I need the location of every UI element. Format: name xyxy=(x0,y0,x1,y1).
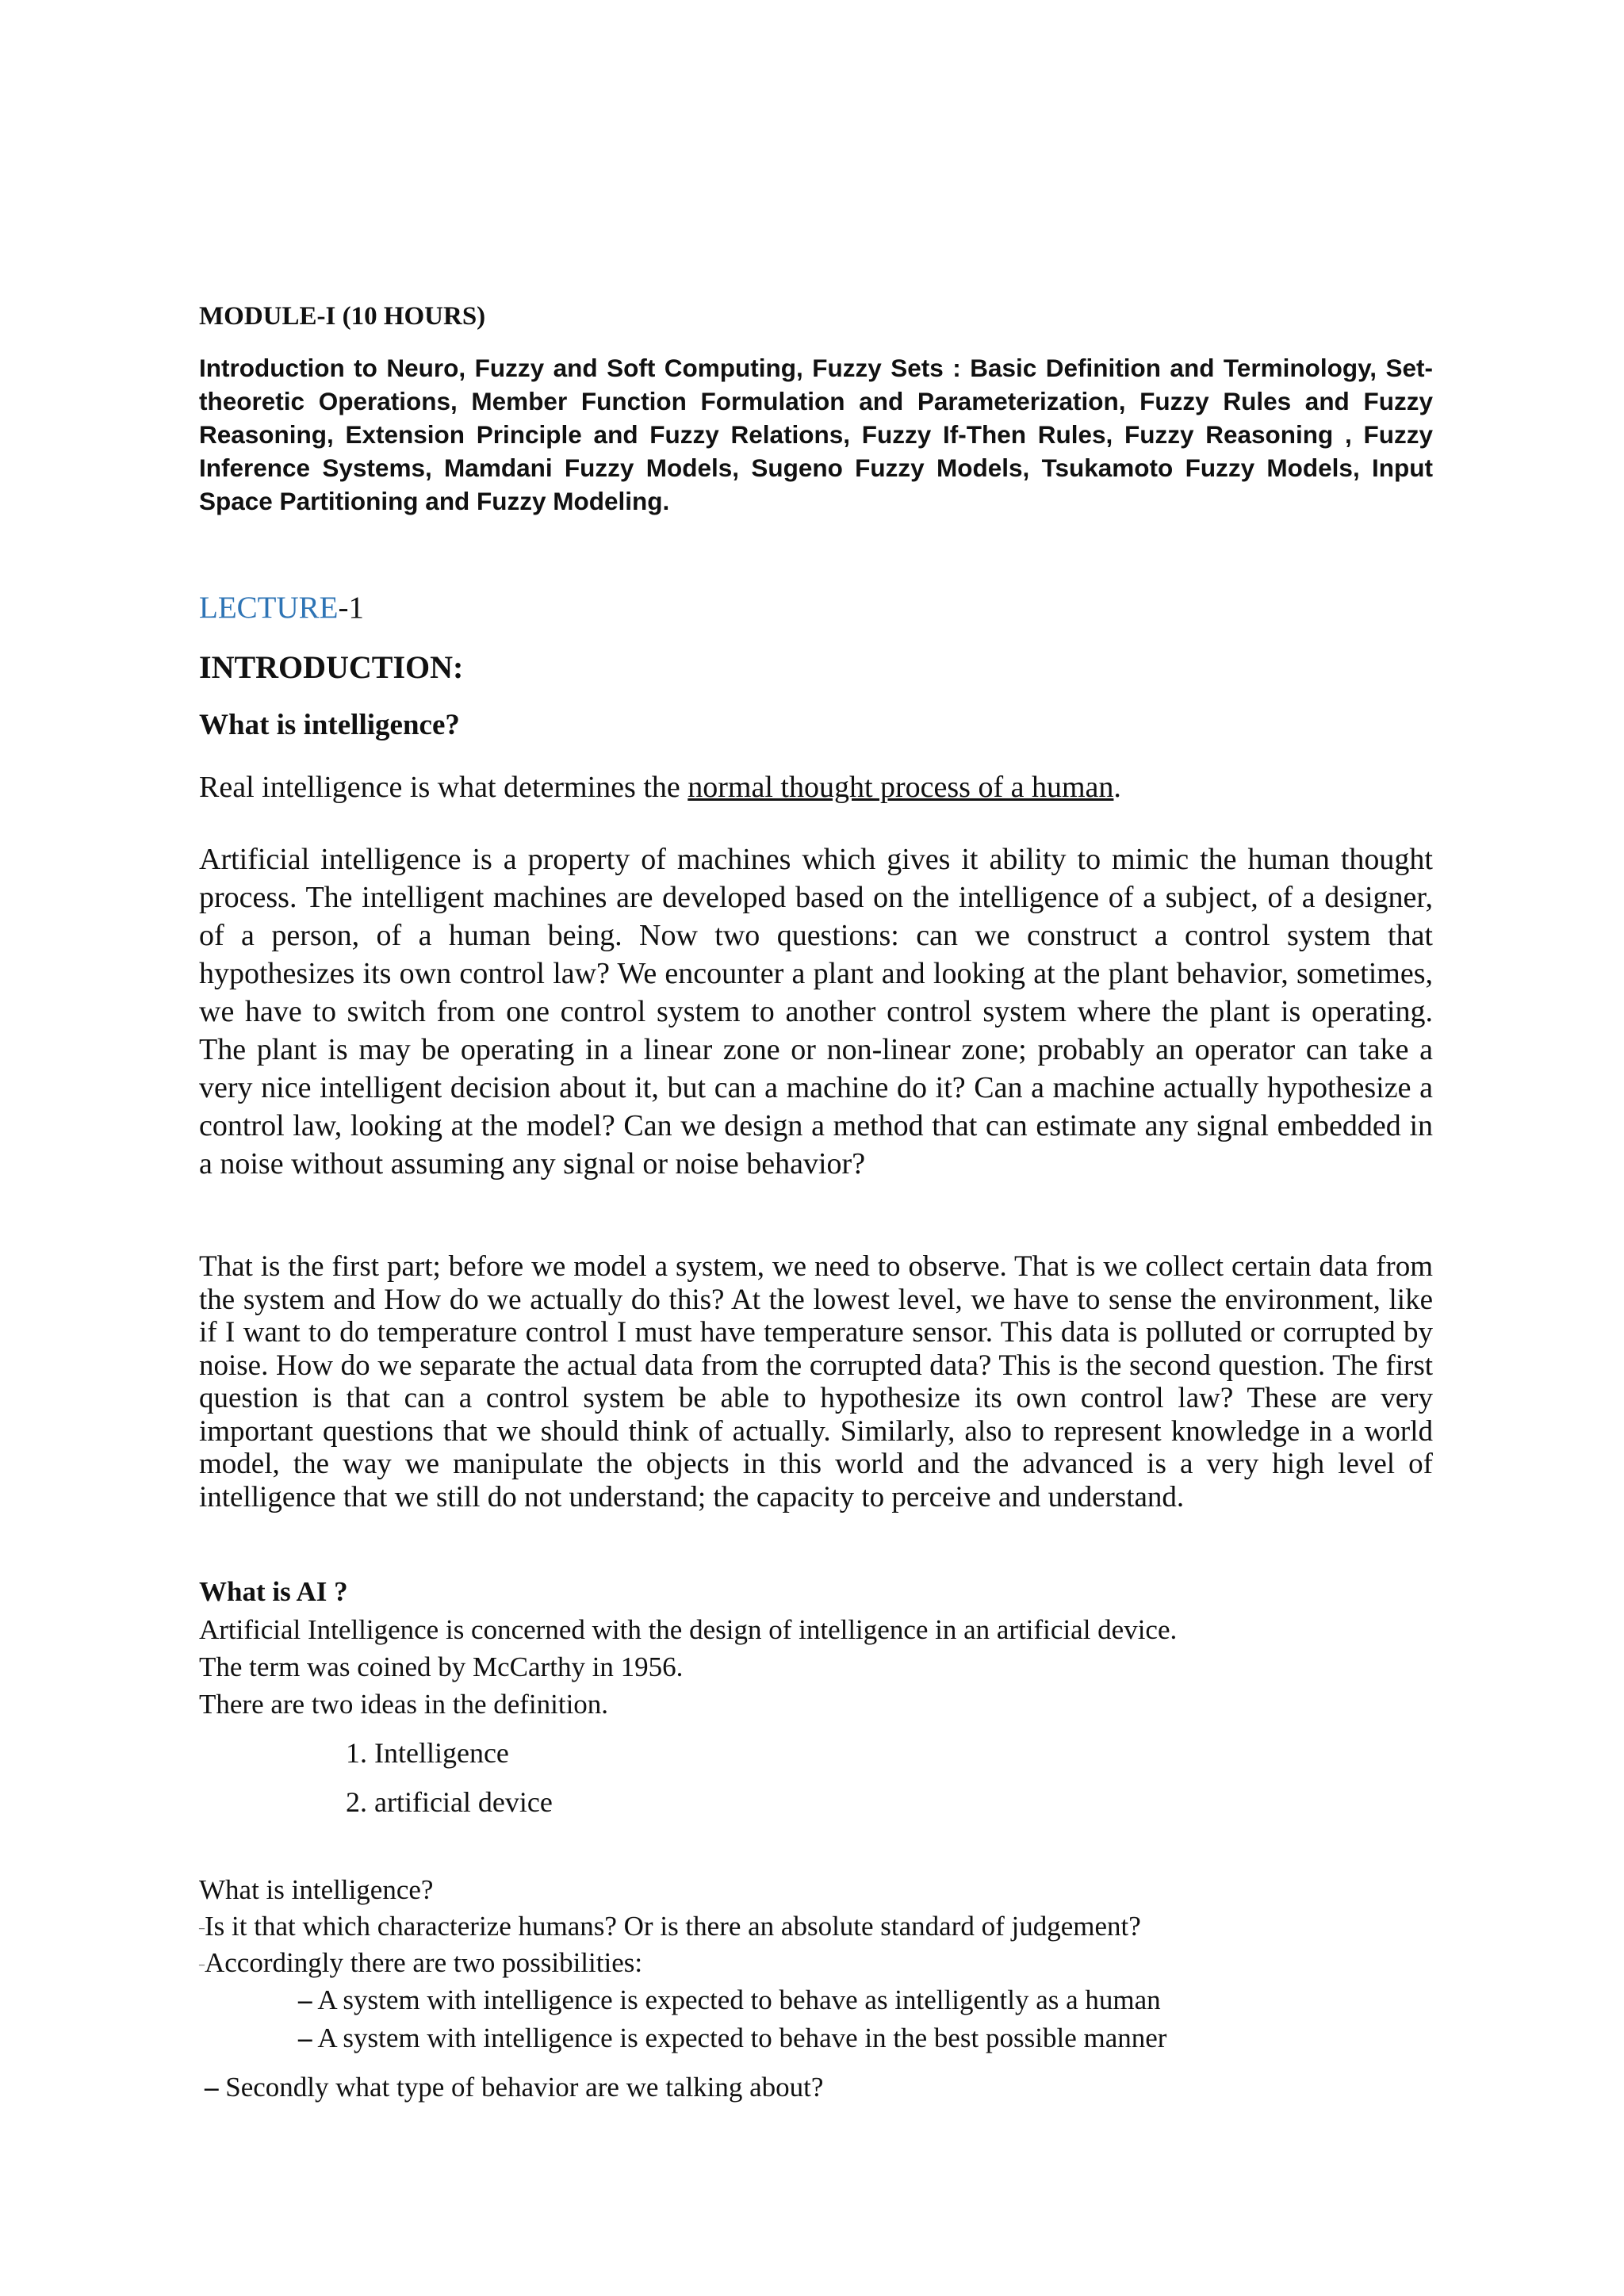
lecture-number: -1 xyxy=(338,591,364,625)
dash-bullet-icon: – xyxy=(298,2022,312,2053)
real-intelligence-suffix: . xyxy=(1113,771,1121,804)
lecture-heading xyxy=(199,590,1433,626)
bullet-line xyxy=(199,1947,642,1979)
bullet-line xyxy=(199,1911,1141,1942)
bullet-text: Secondly what type of behavior are we talking about? xyxy=(218,2072,824,2103)
introduction-heading: INTRODUCTION: xyxy=(199,649,464,685)
dash-bullet-icon: – xyxy=(199,1922,205,1934)
bullet-text: Is it that which characterize humans? Or is there an absolute standard of judgement? xyxy=(205,1911,1141,1942)
dash-bullet-icon: – xyxy=(199,1958,205,1971)
lecture-word: LECTURE xyxy=(199,591,339,625)
sub-bullet-text: A system with intelligence is expected to behave as intelligently as a human xyxy=(312,1984,1161,2015)
list-item: 1. Intelligence xyxy=(346,1737,509,1769)
first-part-paragraph: That is the first part; before we model a system, we need to observe. That is we collect certain data from the system and How do we actually do this? At the lowest level, we have to sense the environment, like if I want to do temperature control I must have temperature sensor. This data is polluted or corrupted by noise. How do we separate the actual data from the corrupted data? This is the second question. The first question is that can a control system be able to hypothesize its own control law? These are very important questions that we should think of actually. Similarly, also to represent knowledge in a world model, the way we manipulate the objects in this world and the advanced is a very high level of intelligence that we still do not understand; the capacity to perceive and understand. xyxy=(199,1250,1433,1513)
two-ideas-line: There are two ideas in the definition. xyxy=(199,1689,609,1720)
intelligence-heading: What is intelligence? xyxy=(199,709,460,741)
module-topics: Introduction to Neuro, Fuzzy and Soft Computing, Fuzzy Sets : Basic Definition and Terminology, Set-theoretic Operations, Member Function Formulation and Parameterization, Fuzzy Rules and Fuzzy Reasoning, Extension Principle and Fuzzy Relations, Fuzzy If-Then Rules, Fuzzy Reasoning , Fuzzy Inference Systems, Mamdani Fuzzy Models, Sugeno Fuzzy Models, Tsukamoto Fuzzy Models, Input Space Partitioning and Fuzzy Modeling. xyxy=(199,354,1433,515)
sub-bullet-line xyxy=(298,1984,1161,2016)
list-item: 2. artificial device xyxy=(346,1786,553,1818)
artificial-intelligence-paragraph: Artificial intelligence is a property of machines which gives it ability to mimic the human thought process. The intelligent machines are developed based on the intelligence of a subject, of a designer, of a person, of a human being. Now two questions: can we construct a control system that hypothesizes its own control law? We encounter a plant and looking at the plant behavior, sometimes, we have to switch from one control system to another control system where the plant is operating. The plant is may be operating in a linear zone or non-linear zone; probably an operator can take a very nice intelligent decision about it, but can a machine do it? Can a machine actually hypothesize a control law, looking at the model? Can we design a method that can estimate any signal embedded in a noise without assuming any signal or noise behavior? xyxy=(199,843,1433,1181)
bullet-text: Accordingly there are two possibilities: xyxy=(205,1947,643,1978)
dash-bullet-icon: – xyxy=(205,2072,219,2103)
sub-bullet-text: A system with intelligence is expected to behave in the best possible manner xyxy=(312,2022,1167,2053)
sub-bullet-line xyxy=(298,2022,1166,2054)
what-is-ai-heading: What is AI ? xyxy=(199,1576,348,1607)
real-intelligence-sentence xyxy=(199,770,1433,805)
real-intelligence-underlined: normal thought process of a human xyxy=(688,771,1114,804)
dash-bullet-icon: – xyxy=(298,1984,312,2015)
module-title: MODULE-I (10 HOURS) xyxy=(199,302,486,331)
mccarthy-line: The term was coined by McCarthy in 1956. xyxy=(199,1651,684,1682)
what-is-intelligence-question: What is intelligence? xyxy=(199,1874,434,1905)
ai-definition-line: Artificial Intelligence is concerned with the design of intelligence in an artificial device. xyxy=(199,1614,1178,1645)
real-intelligence-prefix: Real intelligence is what determines the xyxy=(199,771,688,804)
bullet-line xyxy=(205,2072,823,2103)
